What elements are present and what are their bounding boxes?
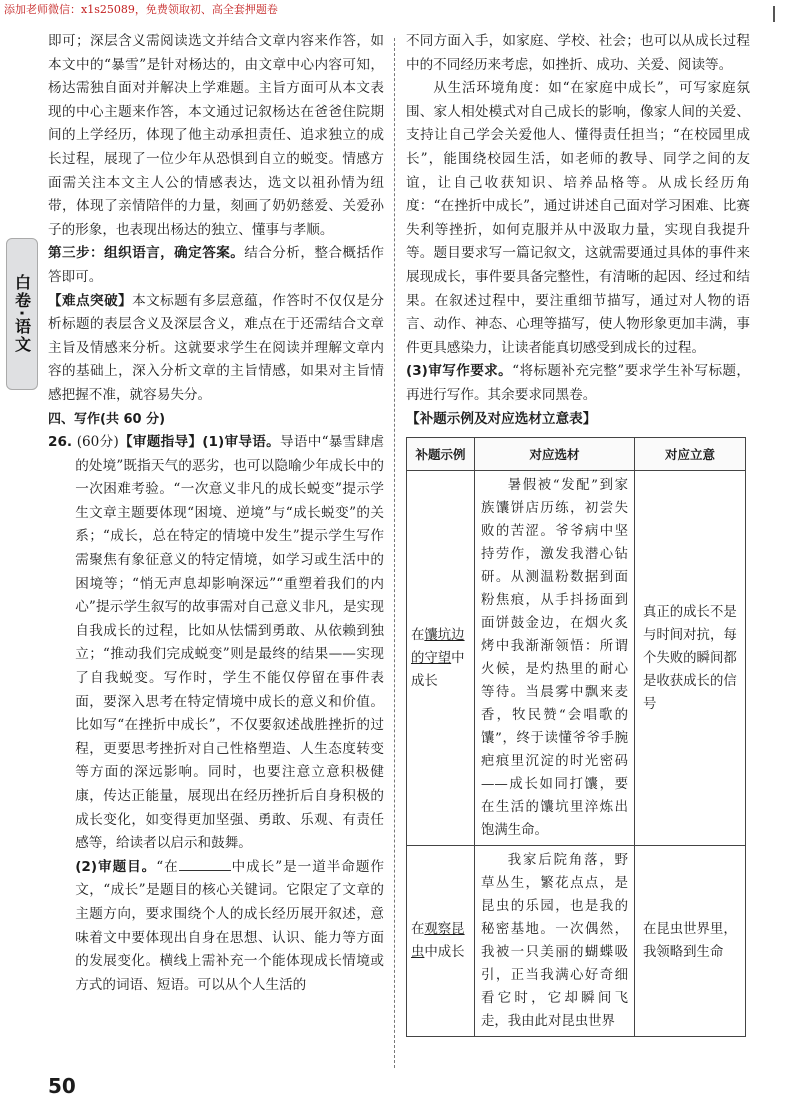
example-pre: 在 <box>411 922 425 938</box>
environment-paragraph: 从生活环境角度：如“在家庭中成长”，可写家庭氛围、家人相处模式对自己成长的影响，像家人间的关爱、支持让自己学会关爱他人、懂得责任担当；“在校园里成长”，能围绕校园生活，如老师的教导、同学之间的友谊，让自己收获知识、培养品格等。从成长经历角度：“在挫折中成长”，通过讲述自己面对学习困难、比赛失利等挫折，如何克服并从中汲取力量，实现自我提升等。题目要求写一篇记叙文，这就需要通过具体的事件来展现成长，事件要具备完整性，有清晰的起因、经过和结果。在叙述过程中，要注重细节描写，通过对人物的语言、动作、神态、心理等描写，使人物形象更加丰满，事件更具感染力，让读者能真切感受到成长的过程。 <box>406 80 750 356</box>
difficulty-text: 本文标题有多层意蕴，作答时不仅仅是分析标题的表层含义及深层含义，难点在于还需结合文章主旨及情感来分析。这就要求学生在阅读并理解文章内容的基础上，深入分析文章的主旨情感，如果对主旨情感把握不准，就容易失分。 <box>48 292 385 403</box>
material-text: 暑假被“发配”到家族馕饼店历练，初尝失败的苦涩。爷爷病中坚持劳作，激发我潜心钻研。从测温粉数据到面粉焦痕，从手抖扬面到面饼鼓金边，在烟火炙烤中我渐渐领悟：所谓火候，是灼热里的耐心等待。当晨雾中飘来麦香，牧民赞“会唱歌的馕”，终于读懂爷爷手腕疤痕里沉淀的时光密码——成长如同打馕，要在生活的馕坑里淬炼出饱满生命。 <box>481 478 628 839</box>
table-header: 补题示例 <box>407 438 475 471</box>
table-cell-theme: 真正的成长不是与时间对抗，每个失败的瞬间都是收获成长的信号 <box>635 471 746 846</box>
table-row <box>407 471 746 846</box>
q26-sub2-paragraph <box>48 856 384 998</box>
column-divider <box>394 38 395 1068</box>
example-post: 中成长 <box>411 650 465 689</box>
difficulty-label: 【难点突破】 <box>48 292 133 309</box>
edge-mark <box>773 6 775 22</box>
step3-paragraph <box>48 242 384 289</box>
example-underlined: 观察昆虫 <box>411 922 465 961</box>
table-row <box>407 846 746 1037</box>
side-tab <box>6 238 38 390</box>
q26-paragraph <box>48 431 384 856</box>
fill-blank-line <box>179 856 231 871</box>
sub3-label: (3)审写作要求。 <box>406 363 513 380</box>
page-number: 50 <box>48 1074 76 1098</box>
table-header: 对应立意 <box>635 438 746 471</box>
sub3-paragraph <box>406 360 750 407</box>
table-cell-material <box>475 846 635 1037</box>
continuation-paragraph: 不同方面入手，如家庭、学校、社会；也可以从成长过程中的不同经历来考虑，如挫折、成功、关爱、阅读等。 <box>406 33 750 73</box>
q26-sub2-label: (2)审题目。 <box>75 858 157 875</box>
material-text: 我家后院角落，野草丛生，繁花点点，是昆虫的乐园，也是我的秘密基地。一次偶然，我被一只美丽的蝴蝶吸引，正当我满心好奇细看它时，它却瞬间飞走，我由此对昆虫世界 <box>481 853 628 1030</box>
watermark-text: 添加老师微信：x1s25089，免费领取初、高全套押题卷 <box>4 3 278 16</box>
q26-number: 26. <box>48 434 73 451</box>
q26-sub2-pre: “在 <box>156 858 179 875</box>
table-cell-theme: 在昆虫世界里，我领略到生命 <box>635 846 746 1037</box>
step3-label: 第三步：组织语言，确定答案。 <box>48 245 245 262</box>
q26-sub1-label: (1)审导语。 <box>202 434 280 451</box>
right-column <box>406 30 750 1037</box>
example-post: 中成长 <box>424 945 465 961</box>
q26-sub1-text: 导语中“暴雪肆虐的处境”既指天气的恶劣，也可以隐喻少年成长中的一次困难考验。“一次意义非凡的成长蜕变”提示学生文章主题要体现“困境、逆境”与“成长蜕变”的关系；“成长，总在特定的情境中发生”提示学生写作需聚焦有象征意义的特定情境，如学习或生活中的困境等；“悄无声息却影响深远”“重塑着我们的内心”提示学生叙写的故事需对自己意义非凡，是实现自我成长的过程，比如从怯懦到勇敢、从依赖到独立；“推动我们完成蜕变”则是最终的结果——实现了自我蜕变。写作时，学生不能仅停留在事件表面，要深入思考在特定情境中成长的意义和价值。比如写“在挫折中成长”，不仅要叙述战胜挫折的过程，更要思考挫折对自己性格塑造、人生态度转变等方面的深远影响。同时，也要注意立意积极健康，传达正能量，展现出在经历挫折后自身积极的成长变化，如变得更加坚强、勇敢、乐观、有责任感等，给读者以启示和鼓舞。 <box>75 434 385 852</box>
section-heading-writing: 四、写作(共 60 分) <box>48 411 166 427</box>
table-cell-example <box>407 846 475 1037</box>
q26-guide-label: 【审题指导】 <box>118 434 203 451</box>
side-tab-label: 白卷·语文 <box>12 273 32 355</box>
q26-score: (60分) <box>76 434 119 451</box>
difficulty-paragraph <box>48 290 384 408</box>
step3-text: 结合分析，整合概括作答即可。 <box>48 245 385 285</box>
example-underlined: 馕坑边的守望 <box>411 627 465 666</box>
table-cell-material <box>475 471 635 846</box>
table-cell-example <box>407 471 475 846</box>
example-pre: 在 <box>411 627 425 643</box>
example-table <box>406 437 746 1037</box>
sub3-text: “将标题补充完整”要求学生补写标题，再进行写作。其余要求同黑卷。 <box>406 363 750 403</box>
q26-sub2-text: 中成长”是一道半命题作文，“成长”是题目的核心关键词。它限定了文章的主题方向，要求围绕个人的成长经历展开叙述，意味着文中要体现出自身在思想、认识、能力等方面的发展变化。横线上需补充一个能体现成长情境或方式的词语、短语。可以从个人生活的 <box>75 858 384 993</box>
answer-paragraph: 即可；深层含义需阅读选文并结合文章内容来作答，如本文中的“暴雪”是针对杨达的，由文章中心内容可知，杨达需独自面对并解决上学难题。主旨方面可从本文表现的中心主题来作答，本文通过记叙杨达在爸爸住院期间的上学经历，体现了他主动承担责任、追求独立的成长过程，展现了一位少年从恐惧到自立的蜕变。情感方面需关注本文主人公的情感表达，选文以祖孙情为纽带，体现了亲情陪伴的力量，刻画了奶奶慈爱、关爱孙子的形象，也表现出杨达的独立、懂事与孝顺。 <box>48 33 384 238</box>
table-title: 【补题示例及对应选材立意表】 <box>406 410 597 427</box>
table-header-row <box>407 438 746 471</box>
left-column <box>48 30 384 997</box>
table-header: 对应选材 <box>475 438 635 471</box>
